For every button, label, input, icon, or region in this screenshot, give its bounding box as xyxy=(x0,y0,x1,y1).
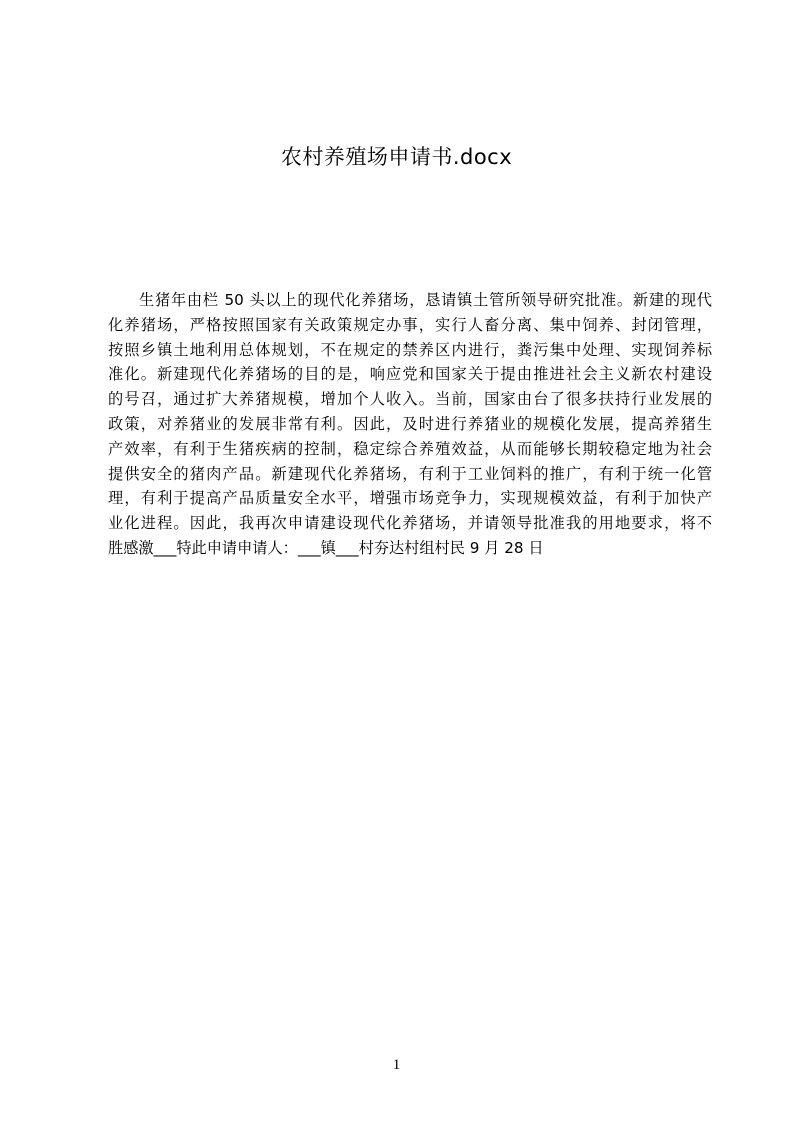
paragraph-line: 生猪年由栏 50 头以上的现代化养猪场，恳请镇土管所领导研究批准。新建的现代 xyxy=(139,291,712,309)
paragraph-line: 准化。新建现代化养猪场的目的是，响应党和国家关于提由推进社会主义新农村建设 xyxy=(108,365,712,384)
paragraph-line: 的号召，通过扩大养猪规模，增加个人收入。当前，国家由台了很多扶持行业发展的 xyxy=(108,390,712,409)
page-number: 1 xyxy=(392,1057,401,1073)
paragraph-line: 胜感激___特此申请申请人：___镇___村夯达村组村民 9 月 28 日 xyxy=(108,538,544,557)
body-paragraph xyxy=(108,288,712,561)
paragraph-line: 产效率，有利于生猪疾病的控制，稳定综合养殖效益，从而能够长期较稳定地为社会 xyxy=(108,439,712,458)
paragraph-line: 业化进程。因此，我再次申请建设现代化养猪场，并请领导批准我的用地要求，将不 xyxy=(108,514,712,533)
paragraph-line: 提供安全的猪肉产品。新建现代化养猪场，有利于工业饲料的推广，有利于统一化管 xyxy=(108,464,712,483)
paragraph-line: 理，有利于提高产品质量安全水平，增强市场竞争力，实现规模效益，有利于加快产 xyxy=(108,489,712,508)
paragraph-line: 政策，对养猪业的发展非常有利。因此，及时进行养猪业的规模化发展，提高养猪生 xyxy=(108,414,712,433)
paragraph-line: 化养猪场，严格按照国家有关政策规定办事，实行人畜分离、集中饲养、封闭管理， xyxy=(108,315,712,334)
paragraph-line: 按照乡镇土地利用总体规划，不在规定的禁养区内进行，粪污集中处理、实现饲养标 xyxy=(108,340,712,359)
document-title: 农村养殖场申请书.docx xyxy=(280,145,513,169)
